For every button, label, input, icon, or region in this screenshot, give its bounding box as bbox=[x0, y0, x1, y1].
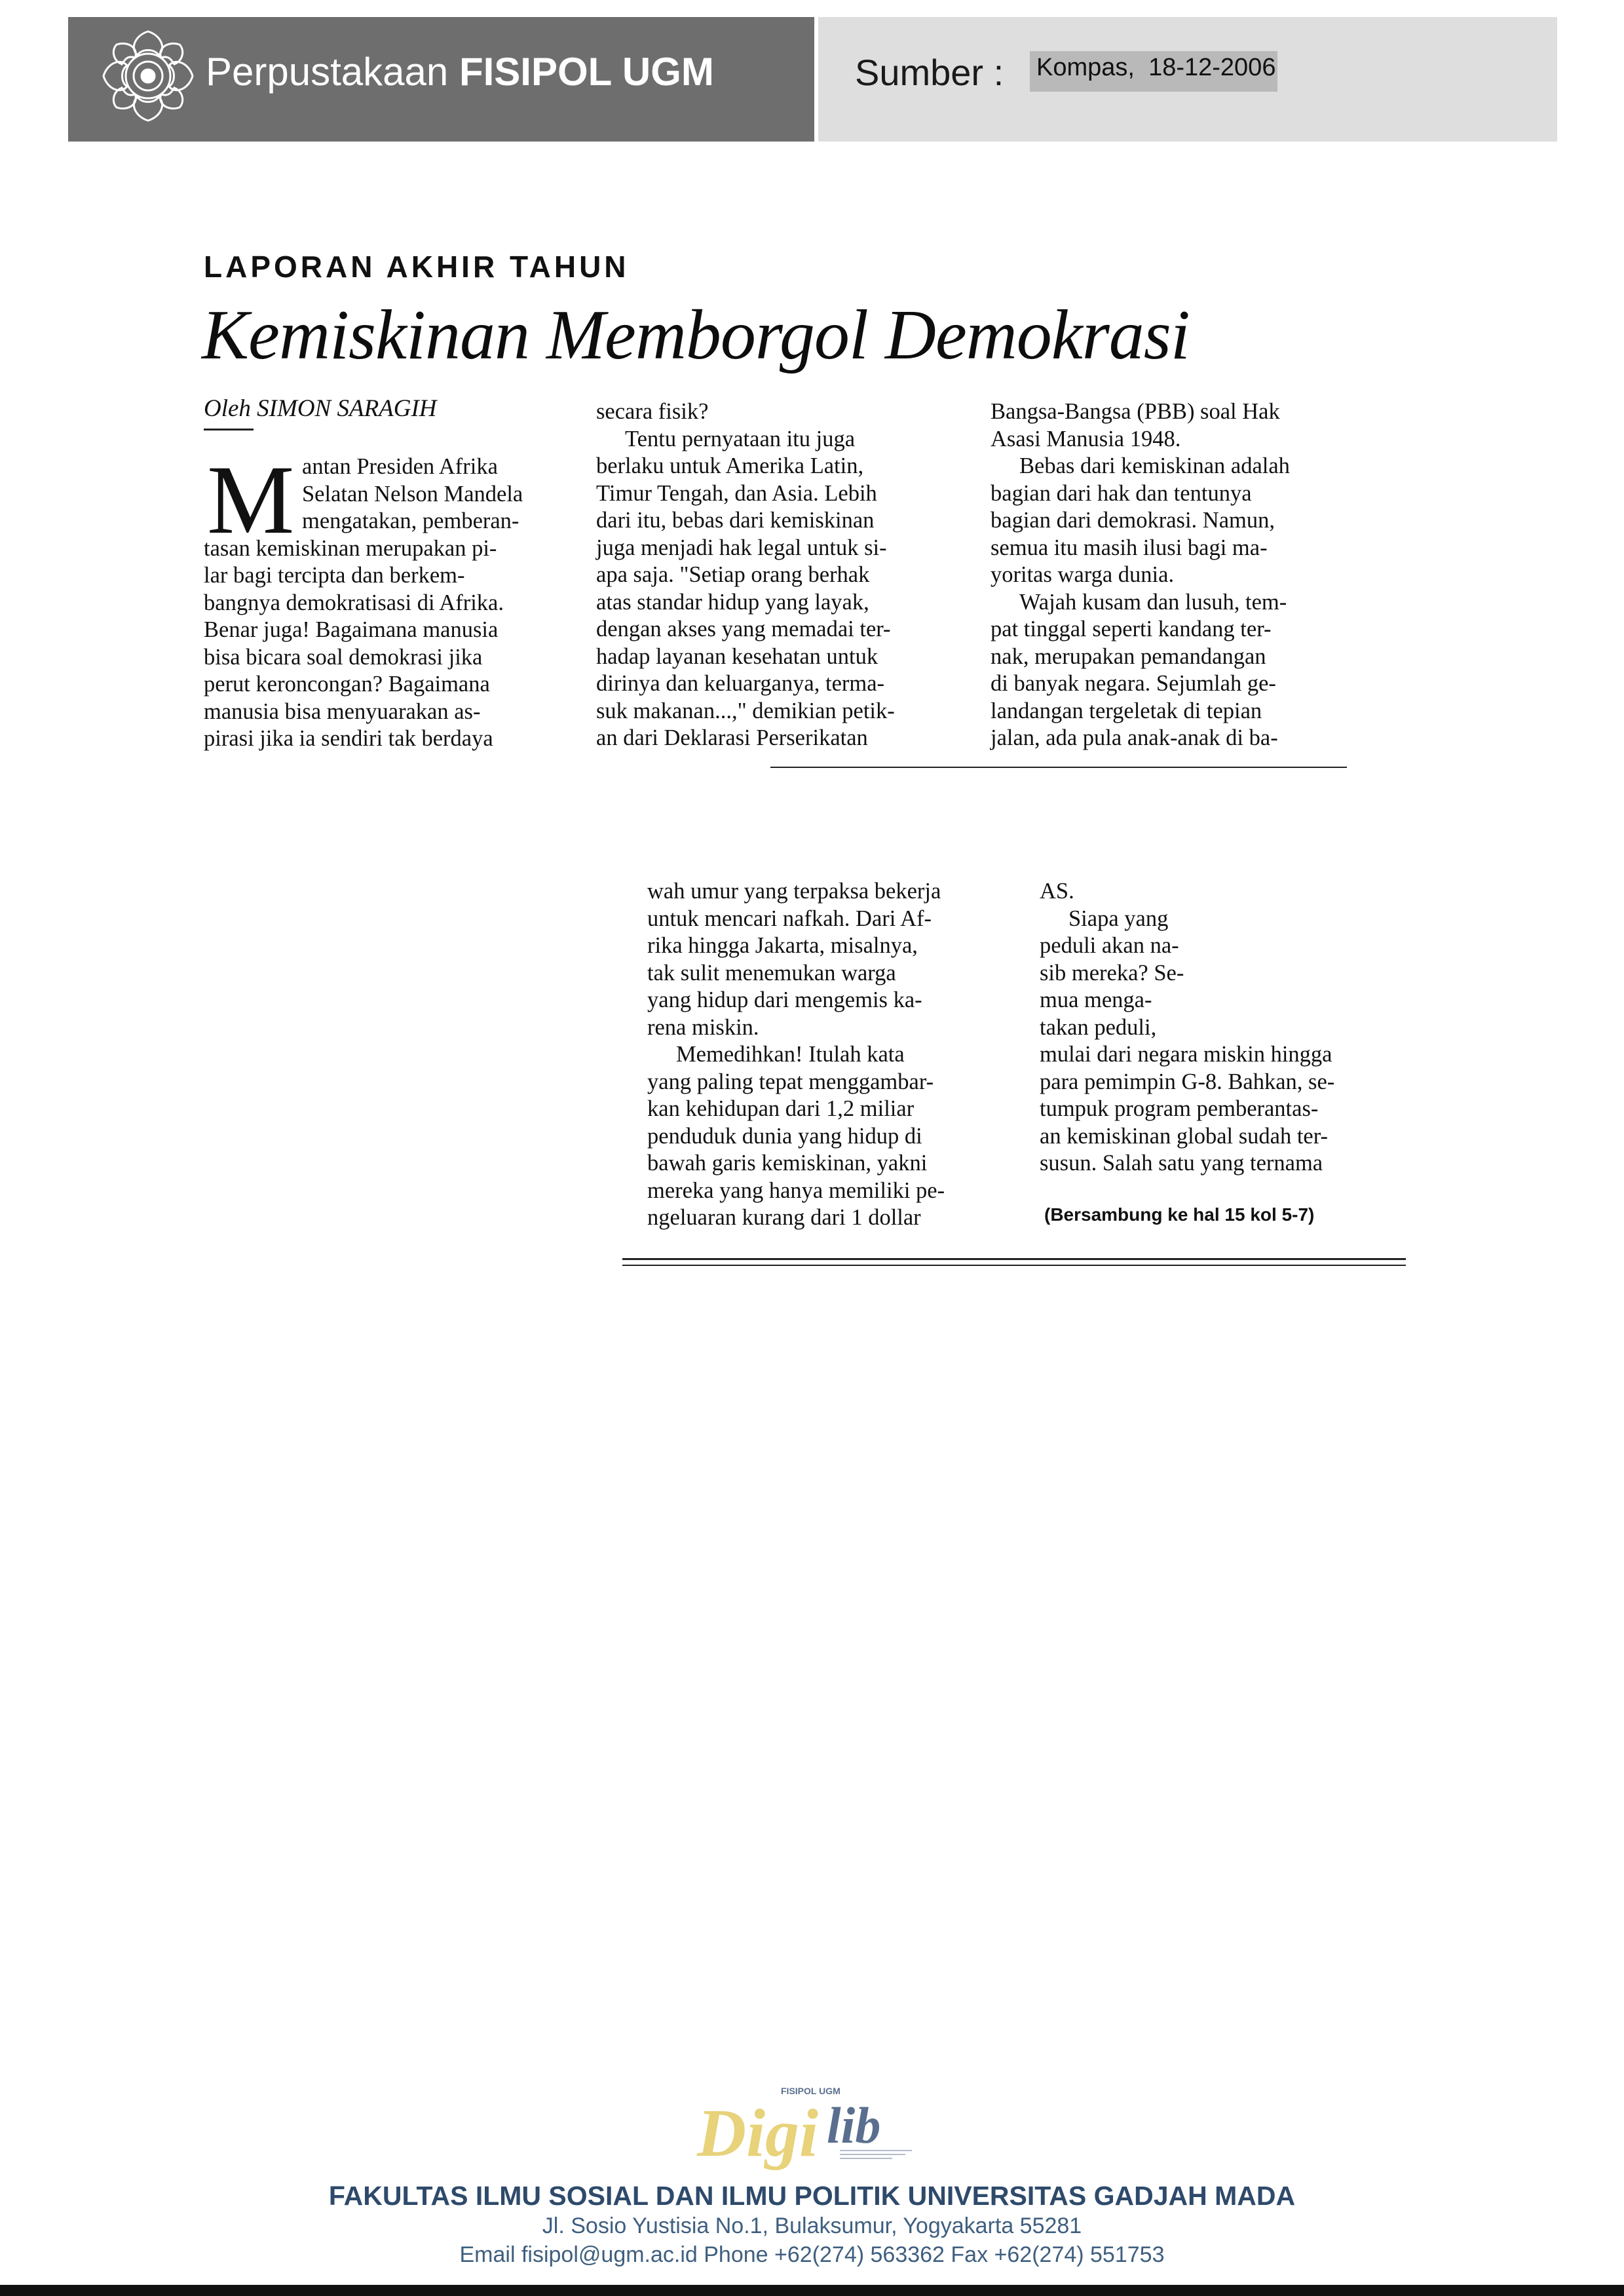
source-value: Kompas, 18-12-2006 bbox=[1030, 51, 1277, 92]
article-line: berlaku untuk Amerika Latin, bbox=[596, 453, 864, 478]
article-line: yang hidup dari mengemis ka- bbox=[647, 987, 922, 1012]
article-line: Bebas dari kemiskinan adalah bbox=[1019, 453, 1290, 478]
article-line: tak sulit menemukan warga bbox=[647, 960, 896, 985]
library-name: FISIPOL UGM bbox=[459, 50, 714, 94]
logo-word-lib: lib bbox=[827, 2097, 881, 2154]
article-line: secara fisik? bbox=[596, 399, 709, 424]
article-line: rena miskin. bbox=[647, 1014, 759, 1040]
article-line: bagian dari hak dan tentunya bbox=[991, 480, 1252, 506]
article-line: juga menjadi hak legal untuk si- bbox=[596, 535, 887, 560]
article-line: penduduk dunia yang hidup di bbox=[647, 1123, 922, 1149]
article-line: Benar juga! Bagaimana manusia bbox=[204, 617, 499, 642]
article-end-rule-bottom bbox=[622, 1265, 1406, 1266]
article-line: hadap layanan kesehatan untuk bbox=[596, 643, 878, 669]
article-line: di banyak negara. Sejumlah ge- bbox=[991, 671, 1276, 696]
article-line: suk makanan...," demikian petik- bbox=[596, 698, 895, 723]
article-line: Tentu pernyataan itu juga bbox=[625, 426, 856, 451]
article-line: atas standar hidup yang layak, bbox=[596, 589, 869, 615]
drop-cap: M bbox=[207, 446, 295, 554]
article-column-5 bbox=[1040, 878, 1334, 1177]
article-line: mua menga- bbox=[1040, 987, 1152, 1012]
ugm-seal-icon bbox=[98, 26, 198, 126]
article-line: takan peduli, bbox=[1040, 1014, 1157, 1040]
article-line: peduli akan na- bbox=[1040, 933, 1179, 958]
article-line: ngeluaran kurang dari 1 dollar bbox=[647, 1205, 921, 1230]
article-headline: Kemiskinan Memborgol Demokrasi bbox=[202, 296, 1190, 374]
logo-small-text: FISIPOL UGM bbox=[781, 2086, 840, 2096]
article-line: Siapa yang bbox=[1068, 906, 1169, 931]
article-line: Wajah kusam dan lusuh, tem- bbox=[1019, 589, 1287, 615]
article-line: AS. bbox=[1040, 879, 1074, 904]
article-line: antan Presiden Afrika bbox=[302, 454, 498, 479]
article-line: an dari Deklarasi Perserikatan bbox=[596, 725, 868, 750]
library-title bbox=[206, 49, 714, 94]
faculty-name: FAKULTAS ILMU SOSIAL DAN ILMU POLITIK UNIVERSITAS GADJAH MADA bbox=[328, 2181, 1296, 2211]
article-column-3 bbox=[991, 398, 1290, 752]
byline-divider bbox=[204, 429, 254, 430]
article-line: untuk mencari nafkah. Dari Af- bbox=[647, 906, 932, 931]
article-line: tumpuk program pemberantas- bbox=[1040, 1096, 1319, 1121]
column-bottom-rule bbox=[770, 767, 1347, 768]
article-line: rika hingga Jakarta, misalnya, bbox=[647, 933, 918, 958]
article-line: Asasi Manusia 1948. bbox=[991, 426, 1181, 451]
article-line: pat tinggal seperti kandang ter- bbox=[991, 617, 1272, 641]
article-line: yoritas warga dunia. bbox=[991, 562, 1175, 587]
article-line: dari itu, bebas dari kemiskinan bbox=[596, 508, 875, 533]
article-column-4 bbox=[647, 878, 945, 1232]
article-line: mulai dari negara miskin hingga bbox=[1040, 1042, 1332, 1067]
article-line: tasan kemiskinan merupakan pi- bbox=[204, 535, 497, 561]
article-line: Selatan Nelson Mandela bbox=[302, 481, 523, 507]
library-prefix: Perpustakaan bbox=[206, 50, 459, 94]
faculty-contact: Email fisipol@ugm.ac.id Phone +62(274) 563362 Fax +62(274) 551753 bbox=[459, 2242, 1165, 2267]
article-line: yang paling tepat menggambar- bbox=[647, 1069, 934, 1094]
article-line: para pemimpin G-8. Bahkan, se- bbox=[1040, 1069, 1335, 1094]
article-line: kan kehidupan dari 1,2 miliar bbox=[647, 1096, 915, 1121]
article-line: susun. Salah satu yang ternama bbox=[1040, 1151, 1323, 1176]
article-line: an kemiskinan global sudah ter- bbox=[1040, 1123, 1329, 1149]
article-byline: Oleh SIMON SARAGIH bbox=[204, 395, 437, 422]
article-column-2 bbox=[596, 398, 895, 752]
article-line: Timur Tengah, dan Asia. Lebih bbox=[596, 480, 877, 506]
article-end-rule-top bbox=[622, 1258, 1406, 1260]
article-column-1 bbox=[204, 446, 523, 753]
article-line: jalan, ada pula anak-anak di ba- bbox=[991, 725, 1278, 750]
article-line: manusia bisa menyuarakan as- bbox=[204, 698, 481, 724]
article-kicker: LAPORAN AKHIR TAHUN bbox=[204, 250, 630, 284]
article-line: mengatakan, pemberan- bbox=[302, 508, 519, 533]
article-line: bagian dari demokrasi. Namun, bbox=[991, 508, 1275, 533]
article-line: apa saja. "Setiap orang berhak bbox=[596, 562, 870, 587]
article-line: bangnya demokratisasi di Afrika. bbox=[204, 590, 504, 615]
article-line: wah umur yang terpaksa bekerja bbox=[647, 879, 941, 904]
article-line: pirasi jika ia sendiri tak berdaya bbox=[204, 726, 493, 751]
continuation-note: (Bersambung ke hal 15 kol 5-7) bbox=[1044, 1204, 1315, 1225]
article-line: lar bagi tercipta dan berkem- bbox=[204, 563, 465, 588]
article-line: nak, merupakan pemandangan bbox=[991, 643, 1266, 669]
article-line: bawah garis kemiskinan, yakni bbox=[647, 1151, 928, 1176]
article-line: dirinya dan keluarganya, terma- bbox=[596, 671, 885, 696]
article-line: Bangsa-Bangsa (PBB) soal Hak bbox=[991, 399, 1280, 424]
article-line: bisa bicara soal demokrasi jika bbox=[204, 644, 483, 670]
logo-word-digi: Digi bbox=[697, 2095, 818, 2171]
page-bottom-edge bbox=[0, 2285, 1624, 2296]
faculty-address: Jl. Sosio Yustisia No.1, Bulaksumur, Yogyakarta 55281 bbox=[542, 2213, 1082, 2238]
article-line: Memedihkan! Itulah kata bbox=[676, 1042, 905, 1067]
article-line: sib mereka? Se- bbox=[1040, 960, 1184, 985]
source-label: Sumber : bbox=[855, 52, 1004, 93]
article-line: mereka yang hanya memiliki pe- bbox=[647, 1177, 945, 1203]
article-line: semua itu masih ilusi bagi ma- bbox=[991, 535, 1268, 560]
article-line: perut keroncongan? Bagaimana bbox=[204, 672, 490, 697]
digilib-logo bbox=[696, 2077, 932, 2175]
article-line: dengan akses yang memadai ter- bbox=[596, 617, 891, 641]
article-line: landangan tergeletak di tepian bbox=[991, 698, 1262, 723]
